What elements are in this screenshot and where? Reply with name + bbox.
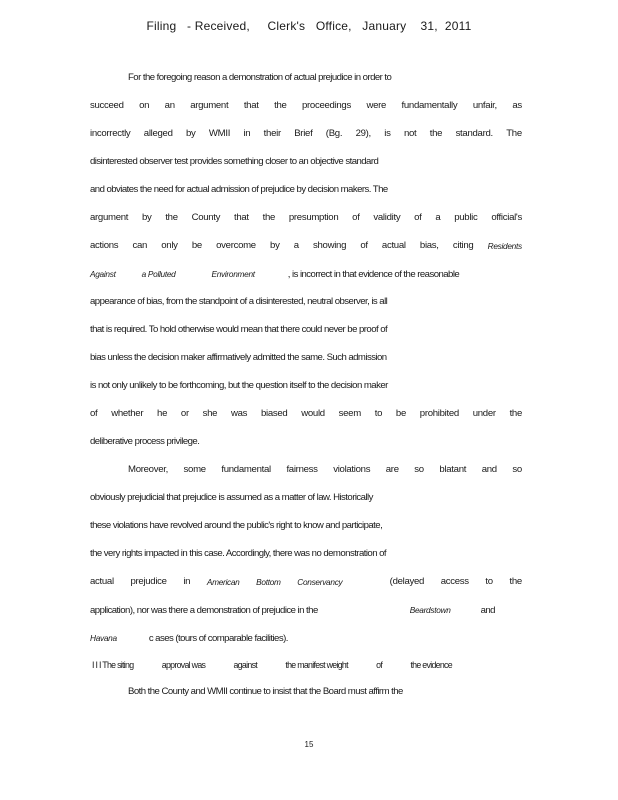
word: not — [403, 128, 417, 139]
word: a — [293, 240, 299, 251]
word: be — [191, 240, 202, 251]
filing-stamp-header — [0, 19, 618, 33]
word: against — [233, 660, 258, 670]
word: to — [485, 576, 493, 587]
word: that — [243, 100, 259, 111]
paragraph-line: that is required. To hold otherwise would mean that there could never be proof of — [90, 324, 388, 335]
word: approval was — [161, 660, 206, 670]
word: blatant — [439, 464, 467, 475]
word: fundamental — [221, 464, 271, 475]
paragraph-line — [90, 127, 522, 141]
word: by — [270, 240, 280, 251]
word: violations — [333, 464, 371, 475]
word: can — [132, 240, 148, 251]
case-citation: a Polluted — [141, 269, 176, 279]
word: the — [509, 408, 522, 419]
word: biased — [260, 408, 288, 419]
word: by — [141, 212, 152, 223]
word: fundamentally — [401, 100, 458, 111]
word: a — [435, 212, 441, 223]
word: unfair, — [472, 100, 497, 111]
word: public — [454, 212, 478, 223]
word: succeed — [90, 100, 124, 111]
paragraph-text: c ases (tours of comparable facilities). — [148, 633, 288, 644]
word: actual — [381, 240, 406, 251]
word: under — [472, 408, 496, 419]
word: the — [509, 576, 522, 587]
filing-stamp-text: Filing - Received, Clerk's Office, January 31, 2011 — [146, 19, 472, 33]
word: on — [139, 100, 150, 111]
word: prejudice — [130, 576, 167, 587]
word: that — [233, 212, 249, 223]
paragraph-line: these violations have revolved around the public's right to know and participate, — [90, 520, 383, 531]
word: would — [301, 408, 325, 419]
paragraph-line: appearance of bias, from the standpoint of a disinterested, neutral observer, is all — [90, 296, 388, 307]
word: actual — [90, 576, 114, 587]
word: only — [161, 240, 178, 251]
case-citation: Residents — [487, 241, 522, 251]
paragraph-line: the very rights impacted in this case. Accordingly, there was no demonstration of — [90, 548, 387, 559]
case-citation: Environment — [211, 269, 255, 279]
paragraph-line: and obviates the need for actual admission of prejudice by decision makers. The — [90, 184, 388, 195]
word: of — [360, 240, 368, 251]
word: the manifest weight — [285, 660, 348, 670]
paragraph-line — [90, 603, 522, 617]
paragraph-line: Both the County and WMII continue to insist that the Board must affirm the — [128, 686, 403, 697]
word: The — [506, 128, 522, 139]
word: I I I The siting — [92, 660, 134, 670]
word: of — [414, 212, 422, 223]
word: presumption — [288, 212, 339, 223]
word: by — [185, 128, 196, 139]
paragraph-line — [90, 239, 522, 253]
word: was — [231, 408, 248, 419]
paragraph-line — [90, 99, 522, 113]
word: prohibited — [419, 408, 459, 419]
paragraph-line — [90, 407, 522, 421]
paragraph-line — [90, 211, 522, 225]
word: incorrectly — [90, 128, 131, 139]
word: access — [440, 576, 469, 587]
word: overcome — [216, 240, 256, 251]
paragraph-text: , is incorrect in that evidence of the reasonable — [287, 269, 460, 280]
word: some — [183, 464, 206, 475]
word: argument — [90, 212, 129, 223]
word: and — [481, 464, 497, 475]
paragraph-line: deliberative process privilege. — [90, 436, 200, 447]
case-citation: Havana — [90, 633, 117, 643]
paragraph-text: and — [480, 605, 495, 616]
word: she — [202, 408, 218, 419]
word: validity — [373, 212, 401, 223]
word: Moreover, — [128, 464, 168, 475]
case-citation: Conservancy — [297, 577, 343, 587]
case-citation: American — [206, 577, 240, 587]
paragraph-line: obviously prejudicial that prejudice is assumed as a matter of law. Historically — [90, 492, 373, 503]
word: is — [384, 128, 391, 139]
paragraph-line — [90, 267, 522, 281]
word: an — [164, 100, 175, 111]
word: their — [263, 128, 281, 139]
word: to — [374, 408, 383, 419]
word: citing — [452, 240, 474, 251]
word: of — [376, 660, 383, 670]
word: be — [395, 408, 406, 419]
word: Brief — [294, 128, 313, 139]
word: seem — [338, 408, 361, 419]
word: fairness — [286, 464, 318, 475]
word: the — [165, 212, 178, 223]
word: actions — [90, 240, 119, 251]
word: County — [191, 212, 221, 223]
paragraph-line: bias unless the decision maker affirmatively admitted the same. Such admission — [90, 352, 387, 363]
paragraph-line — [90, 631, 522, 645]
word: the evidence — [410, 660, 452, 670]
word: the — [274, 100, 287, 111]
paragraph-line: For the foregoing reason a demonstration of actual prejudice in order to — [128, 72, 392, 83]
word: official's — [491, 212, 522, 223]
word: WMII — [208, 128, 231, 139]
word: of — [90, 408, 98, 419]
paragraph-text: application), nor was there a demonstration of prejudice in the — [90, 605, 318, 616]
word: bias, — [419, 240, 439, 251]
section-heading — [92, 658, 452, 672]
word: of — [352, 212, 360, 223]
word: whether — [111, 408, 144, 419]
page-number: 15 — [304, 740, 314, 749]
word: alleged — [143, 128, 173, 139]
word: proceedings — [302, 100, 351, 111]
word: the — [262, 212, 276, 223]
word: (delayed — [389, 576, 425, 587]
case-citation: Against — [90, 269, 116, 279]
case-citation: Beardstown — [409, 605, 451, 615]
word: standard. — [455, 128, 493, 139]
word: argument — [190, 100, 229, 111]
word: were — [366, 100, 387, 111]
word: as — [512, 100, 522, 111]
word: are — [385, 464, 399, 475]
word: 29), — [355, 128, 371, 139]
word: showing — [313, 240, 347, 251]
paragraph-line — [128, 463, 522, 477]
word: the — [429, 128, 443, 139]
word: in — [243, 128, 251, 139]
word: in — [183, 576, 191, 587]
case-citation: Bottom — [256, 577, 281, 587]
paragraph-line: is not only unlikely to be forthcoming, but the question itself to the decision maker — [90, 380, 388, 391]
paragraph-line: disinterested observer test provides something closer to an objective standard — [90, 156, 379, 167]
word: so — [512, 464, 522, 475]
word: (Bg. — [325, 128, 343, 139]
word: or — [180, 408, 189, 419]
paragraph-line — [90, 575, 522, 589]
word: so — [414, 464, 424, 475]
word: he — [157, 408, 168, 419]
